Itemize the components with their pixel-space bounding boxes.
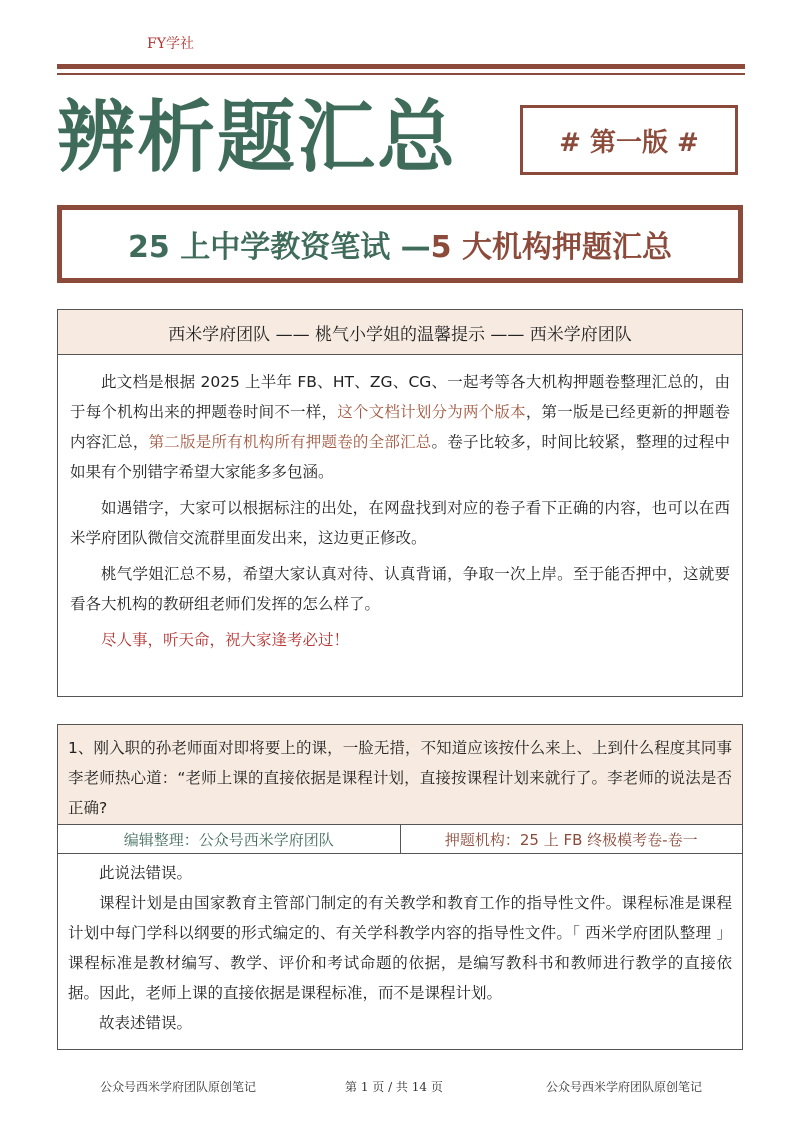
notice-p1-text-c: 。卷子比较多，时间比较紧，整理的过程中如果有个别错字希望大家能多多包涵。 [70, 433, 730, 481]
brand-label: FY学社 [147, 36, 194, 52]
subtitle-part-b: 5 大机构押题汇总 [430, 230, 672, 265]
footer-left: 公众号西米学府团队原创笔记 [100, 1080, 257, 1094]
notice-paragraph-2: 如遇错字，大家可以根据标注的出处，在网盘找到对应的卷子看下正确的内容，也可以在西米学府团队微信交流群里面发出来，这边更正修改。 [70, 499, 730, 547]
answer-paragraph-1: 此说法错误。 [99, 864, 193, 882]
main-title: 辨析题汇总 [57, 93, 458, 183]
notice-box [57, 309, 743, 697]
notice-p1-text-a: 此文档是根据 2025 上半年 FB、HT、ZG、CG、一起考等各大机构押题卷整理汇总的，由于每个机构出来的押题卷时间不一样， [70, 373, 730, 421]
question-meta [58, 825, 742, 854]
notice-paragraph-3: 桃气学姐汇总不易，希望大家认真对待、认真背诵，争取一次上岸。至于能否押中，这就要看各大机构的教研组老师们发挥的怎么样了。 [70, 565, 730, 613]
header-rule-thick [57, 64, 745, 69]
notice-paragraph-1 [70, 367, 730, 487]
edition-label: # 第一版 # [559, 127, 699, 158]
notice-p1-highlight-1: 这个文档计划分为两个版本 [337, 403, 526, 421]
notice-body [58, 355, 742, 655]
notice-closing: 尽人事，听天命，祝大家逢考必过！ [101, 631, 350, 649]
subtitle-part-a: 25 上中学教资笔试 — [128, 230, 431, 265]
footer-right: 公众号西米学府团队原创笔记 [546, 1080, 703, 1094]
header-rule-thin [57, 73, 745, 75]
subtitle-banner [57, 205, 743, 283]
question-text: 1、刚入职的孙老师面对即将要上的课，一脸无措，不知道应该按什么来上、上到什么程度其同事李老师热心道：“老师上课的直接依据是课程计划，直接按课程计划来就行了。李老师的说法是否正确? [58, 725, 742, 825]
edition-badge [520, 105, 738, 175]
notice-heading: 西米学府团队 —— 桃气小学姐的温馨提示 —— 西米学府团队 [58, 310, 742, 355]
notice-p1-text-b: ，第一版是已经更新的押题卷内容汇总， [70, 403, 730, 451]
question-editor: 编辑整理：公众号西米学府团队 [58, 825, 401, 853]
answer-paragraph-3: 故表述错误。 [99, 1014, 193, 1032]
question-card [57, 724, 743, 1050]
notice-p1-highlight-2: 第二版是所有机构所有押题卷的全部汇总 [148, 433, 432, 451]
answer-paragraph-2: 课程计划是由国家教育主管部门制定的有关教学和教育工作的指导性文件。课程标准是课程计划中每门学科以纲要的形式编定的、有关学科教学内容的指导性文件。「 西米学府团队整理 」课程标准是教材编写、教学、评价和考试命题的依据，是编写教科书和教师进行教学的直接依据。因此，老师上课的直接依据是课程标准，而不是课程计划。 [68, 894, 732, 1002]
question-source: 押题机构：25 上 FB 终极模考卷-卷一 [444, 830, 698, 849]
footer-page-number: 第 1 页 / 共 14 页 [345, 1080, 443, 1094]
question-answer [58, 854, 742, 1038]
